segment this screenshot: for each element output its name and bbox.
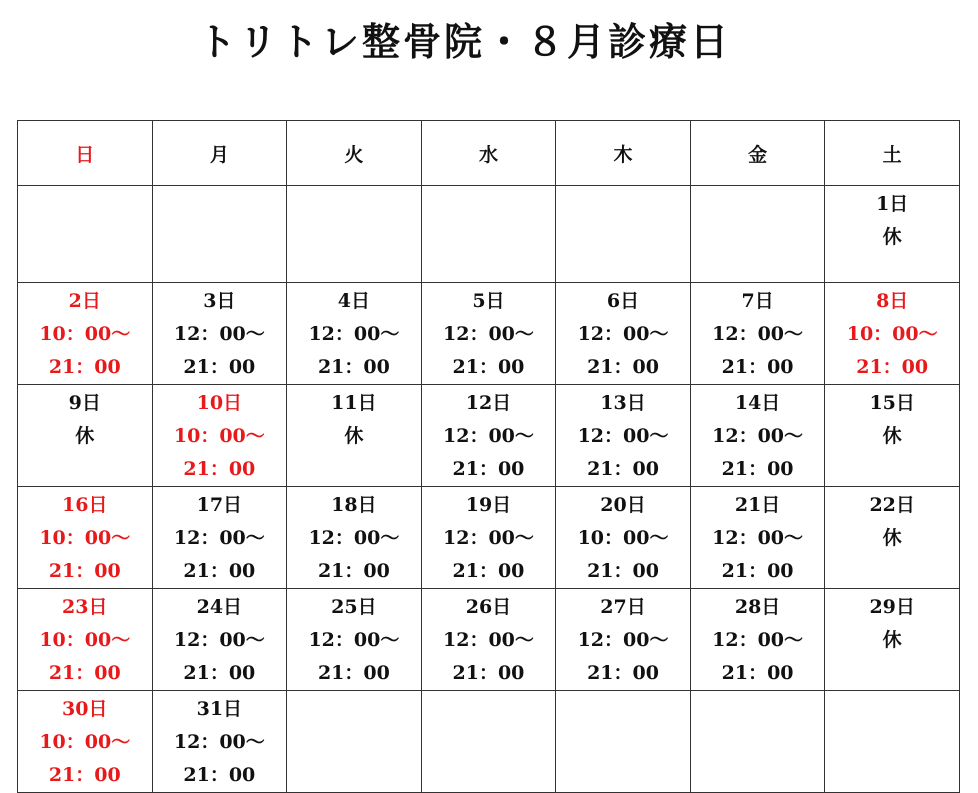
weekday-label: 木 [613, 143, 633, 166]
hours-text: 21：00 [452, 356, 525, 378]
closed-label: 休 [882, 629, 902, 651]
day-number: 31日 [196, 698, 243, 720]
day-number: 30日 [62, 698, 108, 720]
weekday-wed [421, 121, 556, 186]
weekday-mon [152, 121, 287, 186]
day-cell-content [18, 487, 152, 588]
day-cell [18, 385, 153, 487]
closed-label: 休 [882, 226, 902, 248]
day-cell-content [18, 385, 152, 453]
empty-day-cell [556, 691, 691, 793]
hours-text: 12：00～ [308, 629, 400, 651]
page-title: トリトレ整骨院・８月診療日 [198, 19, 732, 64]
weekday-tue [287, 121, 422, 186]
day-number: 29日 [869, 596, 915, 618]
day-number: 18日 [331, 494, 377, 516]
day-number: 26日 [465, 596, 512, 618]
day-cell-content [422, 589, 556, 690]
weekday-fri [690, 121, 825, 186]
hours-text: 21：00 [587, 560, 659, 582]
day-cell-content [153, 385, 287, 486]
hours-text: 12：00～ [712, 425, 804, 447]
hours-text: 12：00～ [173, 629, 265, 651]
day-number: 12日 [465, 392, 512, 414]
hours-text: 12：00～ [712, 323, 804, 345]
hours-text: 21：00 [452, 458, 525, 480]
hours-text: 10：00～ [577, 527, 669, 549]
day-cell [825, 589, 960, 691]
day-number: 22日 [869, 494, 915, 516]
day-cell-content [691, 589, 825, 690]
day-number: 6日 [606, 290, 640, 312]
hours-text: 12：00～ [173, 323, 265, 345]
day-number: 16日 [62, 494, 108, 516]
empty-day-cell [825, 691, 960, 793]
closed-label: 休 [882, 425, 902, 447]
empty-day-cell [421, 691, 556, 793]
day-cell [556, 589, 691, 691]
hours-text: 10：00～ [39, 731, 131, 753]
hours-text: 21：00 [317, 560, 390, 582]
hours-text: 10：00～ [39, 629, 131, 651]
day-cell-content [691, 283, 825, 384]
day-cell [556, 385, 691, 487]
day-cell [690, 589, 825, 691]
hours-text: 12：00～ [443, 629, 534, 651]
day-cell-content [153, 589, 287, 690]
day-cell [152, 691, 287, 793]
day-cell-content [18, 283, 152, 384]
closed-label: 休 [882, 527, 902, 549]
day-cell-content [18, 589, 152, 690]
day-cell [825, 283, 960, 385]
day-number: 21日 [734, 494, 781, 516]
hours-text: 12：00～ [577, 425, 669, 447]
day-cell [421, 589, 556, 691]
day-cell [152, 487, 287, 589]
hours-text: 21：00 [452, 662, 525, 684]
hours-text: 21：00 [48, 560, 121, 582]
hours-text: 21：00 [183, 662, 256, 684]
hours-text: 21：00 [721, 662, 794, 684]
hours-text: 21：00 [721, 356, 794, 378]
day-cell-content [556, 385, 690, 486]
calendar-table [17, 120, 960, 793]
day-cell-content [825, 186, 959, 254]
day-cell-content [18, 691, 152, 792]
empty-day-cell [287, 691, 422, 793]
day-cell [556, 487, 691, 589]
weekday-label: 火 [344, 143, 364, 166]
hours-text: 21：00 [183, 560, 256, 582]
week-row [18, 283, 960, 385]
hours-text: 12：00～ [173, 527, 265, 549]
day-number: 9日 [68, 392, 101, 414]
empty-day-cell [556, 186, 691, 283]
day-cell [287, 385, 422, 487]
hours-text: 12：00～ [173, 731, 265, 753]
weekday-sat [825, 121, 960, 186]
day-cell [421, 487, 556, 589]
day-cell [287, 283, 422, 385]
hours-text: 21：00 [48, 356, 121, 378]
calendar-body [18, 186, 960, 793]
day-cell [287, 589, 422, 691]
day-cell-content [825, 589, 959, 657]
empty-day-cell [690, 186, 825, 283]
day-cell [18, 487, 153, 589]
hours-text: 21：00 [587, 356, 659, 378]
hours-text: 12：00～ [712, 527, 804, 549]
closed-label: 休 [344, 425, 364, 447]
day-number: 25日 [331, 596, 377, 618]
empty-day-cell [690, 691, 825, 793]
day-cell-content [556, 487, 690, 588]
hours-text: 21：00 [587, 662, 659, 684]
hours-text: 21：00 [317, 356, 390, 378]
day-number: 5日 [472, 290, 505, 312]
day-cell-content [153, 691, 287, 792]
day-number: 20日 [600, 494, 646, 516]
hours-text: 21：00 [48, 662, 121, 684]
day-cell-content [825, 487, 959, 555]
day-cell-content [153, 283, 287, 384]
empty-day-cell [152, 186, 287, 283]
day-cell-content [422, 487, 556, 588]
day-cell-content [691, 385, 825, 486]
day-number: 15日 [869, 392, 915, 414]
hours-text: 12：00～ [577, 323, 669, 345]
day-cell-content [287, 487, 421, 588]
day-number: 23日 [62, 596, 108, 618]
hours-text: 10：00～ [846, 323, 938, 345]
day-cell [18, 283, 153, 385]
hours-text: 21：00 [183, 356, 256, 378]
hours-text: 12：00～ [308, 323, 400, 345]
day-cell-content [287, 283, 421, 384]
day-cell [825, 186, 960, 283]
day-number: 19日 [465, 494, 512, 516]
hours-text: 21：00 [721, 458, 794, 480]
day-cell [690, 283, 825, 385]
day-number: 14日 [734, 392, 781, 414]
day-number: 8日 [876, 290, 909, 312]
day-number: 7日 [741, 290, 774, 312]
hours-text: 10：00～ [39, 323, 131, 345]
day-number: 3日 [203, 290, 236, 312]
day-cell [287, 487, 422, 589]
hours-text: 21：00 [587, 458, 659, 480]
hours-text: 21：00 [183, 458, 256, 480]
hours-text: 10：00～ [39, 527, 131, 549]
day-number: 10日 [196, 392, 243, 414]
day-cell-content [825, 283, 959, 384]
day-number: 28日 [734, 596, 781, 618]
empty-day-cell [18, 186, 153, 283]
day-number: 4日 [337, 290, 371, 312]
hours-text: 21：00 [452, 560, 525, 582]
weekday-label: 月 [209, 143, 229, 166]
week-row [18, 186, 960, 283]
day-cell [825, 385, 960, 487]
hours-text: 12：00～ [443, 527, 534, 549]
closed-label: 休 [75, 425, 95, 447]
day-cell [152, 283, 287, 385]
empty-day-cell [421, 186, 556, 283]
weekday-sun [18, 121, 153, 186]
weekday-header-row [18, 121, 960, 186]
hours-text: 21：00 [48, 764, 121, 786]
week-row [18, 589, 960, 691]
hours-text: 21：00 [183, 764, 256, 786]
day-cell-content [556, 283, 690, 384]
day-number: 24日 [196, 596, 243, 618]
day-cell [18, 691, 153, 793]
hours-text: 10：00～ [173, 425, 265, 447]
day-number: 13日 [600, 392, 646, 414]
empty-day-cell [287, 186, 422, 283]
weekday-label: 金 [748, 143, 768, 166]
day-cell [152, 385, 287, 487]
hours-text: 21：00 [721, 560, 794, 582]
day-cell [18, 589, 153, 691]
hours-text: 12：00～ [712, 629, 804, 651]
weekday-thu [556, 121, 691, 186]
day-cell-content [287, 589, 421, 690]
hours-text: 12：00～ [443, 323, 534, 345]
week-row [18, 487, 960, 589]
hours-text: 12：00～ [443, 425, 534, 447]
day-cell-content [825, 385, 959, 453]
day-cell-content [153, 487, 287, 588]
day-cell [421, 385, 556, 487]
weekday-label: 日 [75, 143, 95, 166]
day-cell [556, 283, 691, 385]
hours-text: 21：00 [856, 356, 929, 378]
hours-text: 12：00～ [577, 629, 669, 651]
day-cell [421, 283, 556, 385]
day-number: 17日 [196, 494, 243, 516]
day-cell-content [556, 589, 690, 690]
hours-text: 12：00～ [308, 527, 400, 549]
day-number: 27日 [600, 596, 646, 618]
week-row [18, 385, 960, 487]
day-cell-content [422, 283, 556, 384]
day-number: 2日 [68, 290, 101, 312]
day-number: 1日 [876, 193, 909, 215]
day-cell-content [422, 385, 556, 486]
day-cell [690, 487, 825, 589]
day-cell [152, 589, 287, 691]
day-cell-content [287, 385, 421, 453]
day-number: 11日 [331, 392, 377, 414]
week-row [18, 691, 960, 793]
day-cell-content [691, 487, 825, 588]
day-cell [825, 487, 960, 589]
day-cell [690, 385, 825, 487]
weekday-label: 土 [882, 143, 902, 166]
weekday-label: 水 [478, 143, 498, 166]
hours-text: 21：00 [317, 662, 390, 684]
